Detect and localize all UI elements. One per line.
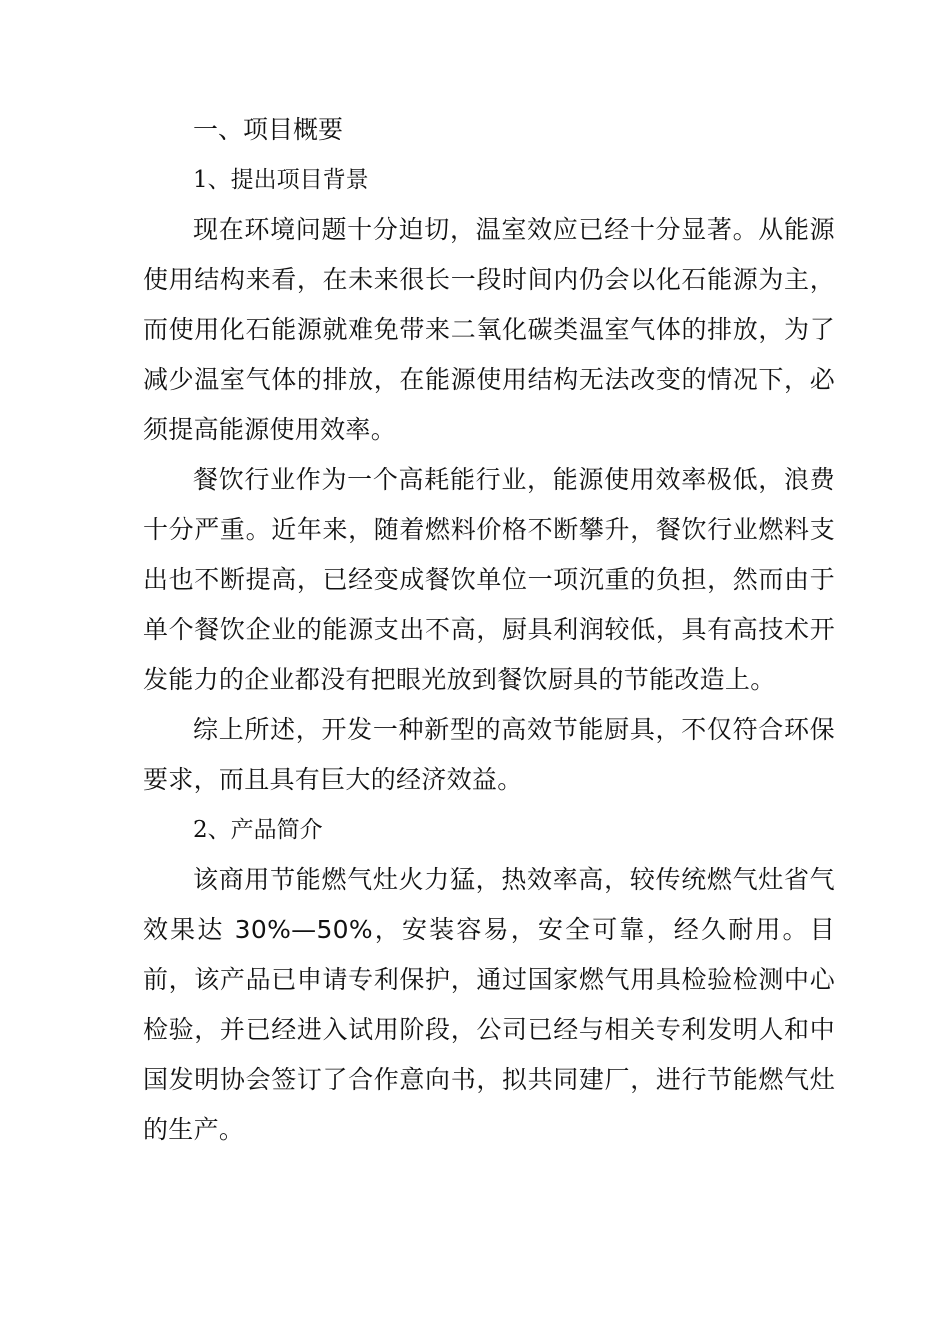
section-title: 一、项目概要	[193, 115, 344, 144]
document-page	[143, 105, 835, 1155]
subsection-title-product: 2、产品简介	[193, 817, 323, 843]
paragraph-background-catering: 餐饮行业作为一个高耗能行业，能源使用效率极低，浪费十分严重。近年来，随着燃料价格不断攀升，餐饮行业燃料支出也不断提高，已经变成餐饮单位一项沉重的负担，然而由于单个餐饮企业的能源支出不高，厨具利润较低，具有高技术开发能力的企业都没有把眼光放到餐饮厨具的节能改造上。	[143, 465, 835, 694]
paragraph-background-environment: 现在环境问题十分迫切，温室效应已经十分显著。从能源使用结构来看，在未来很长一段时间内仍会以化石能源为主，而使用化石能源就难免带来二氧化碳类温室气体的排放，为了减少温室气体的排放，在能源使用结构无法改变的情况下，必须提高能源使用效率。	[143, 215, 835, 444]
paragraph-background-summary: 综上所述，开发一种新型的高效节能厨具，不仅符合环保要求，而且具有巨大的经济效益。	[143, 715, 835, 794]
subsection-title-background: 1、提出项目背景	[193, 167, 369, 193]
paragraph-product-intro: 该商用节能燃气灶火力猛，热效率高，较传统燃气灶省气效果达 30%—50%，安装容易，安全可靠，经久耐用。目前，该产品已申请专利保护，通过国家燃气用具检验检测中心检验，并已经进入试用阶段，公司已经与相关专利发明人和中国发明协会签订了合作意向书，拟共同建厂，进行节能燃气灶的生产。	[143, 865, 835, 1144]
